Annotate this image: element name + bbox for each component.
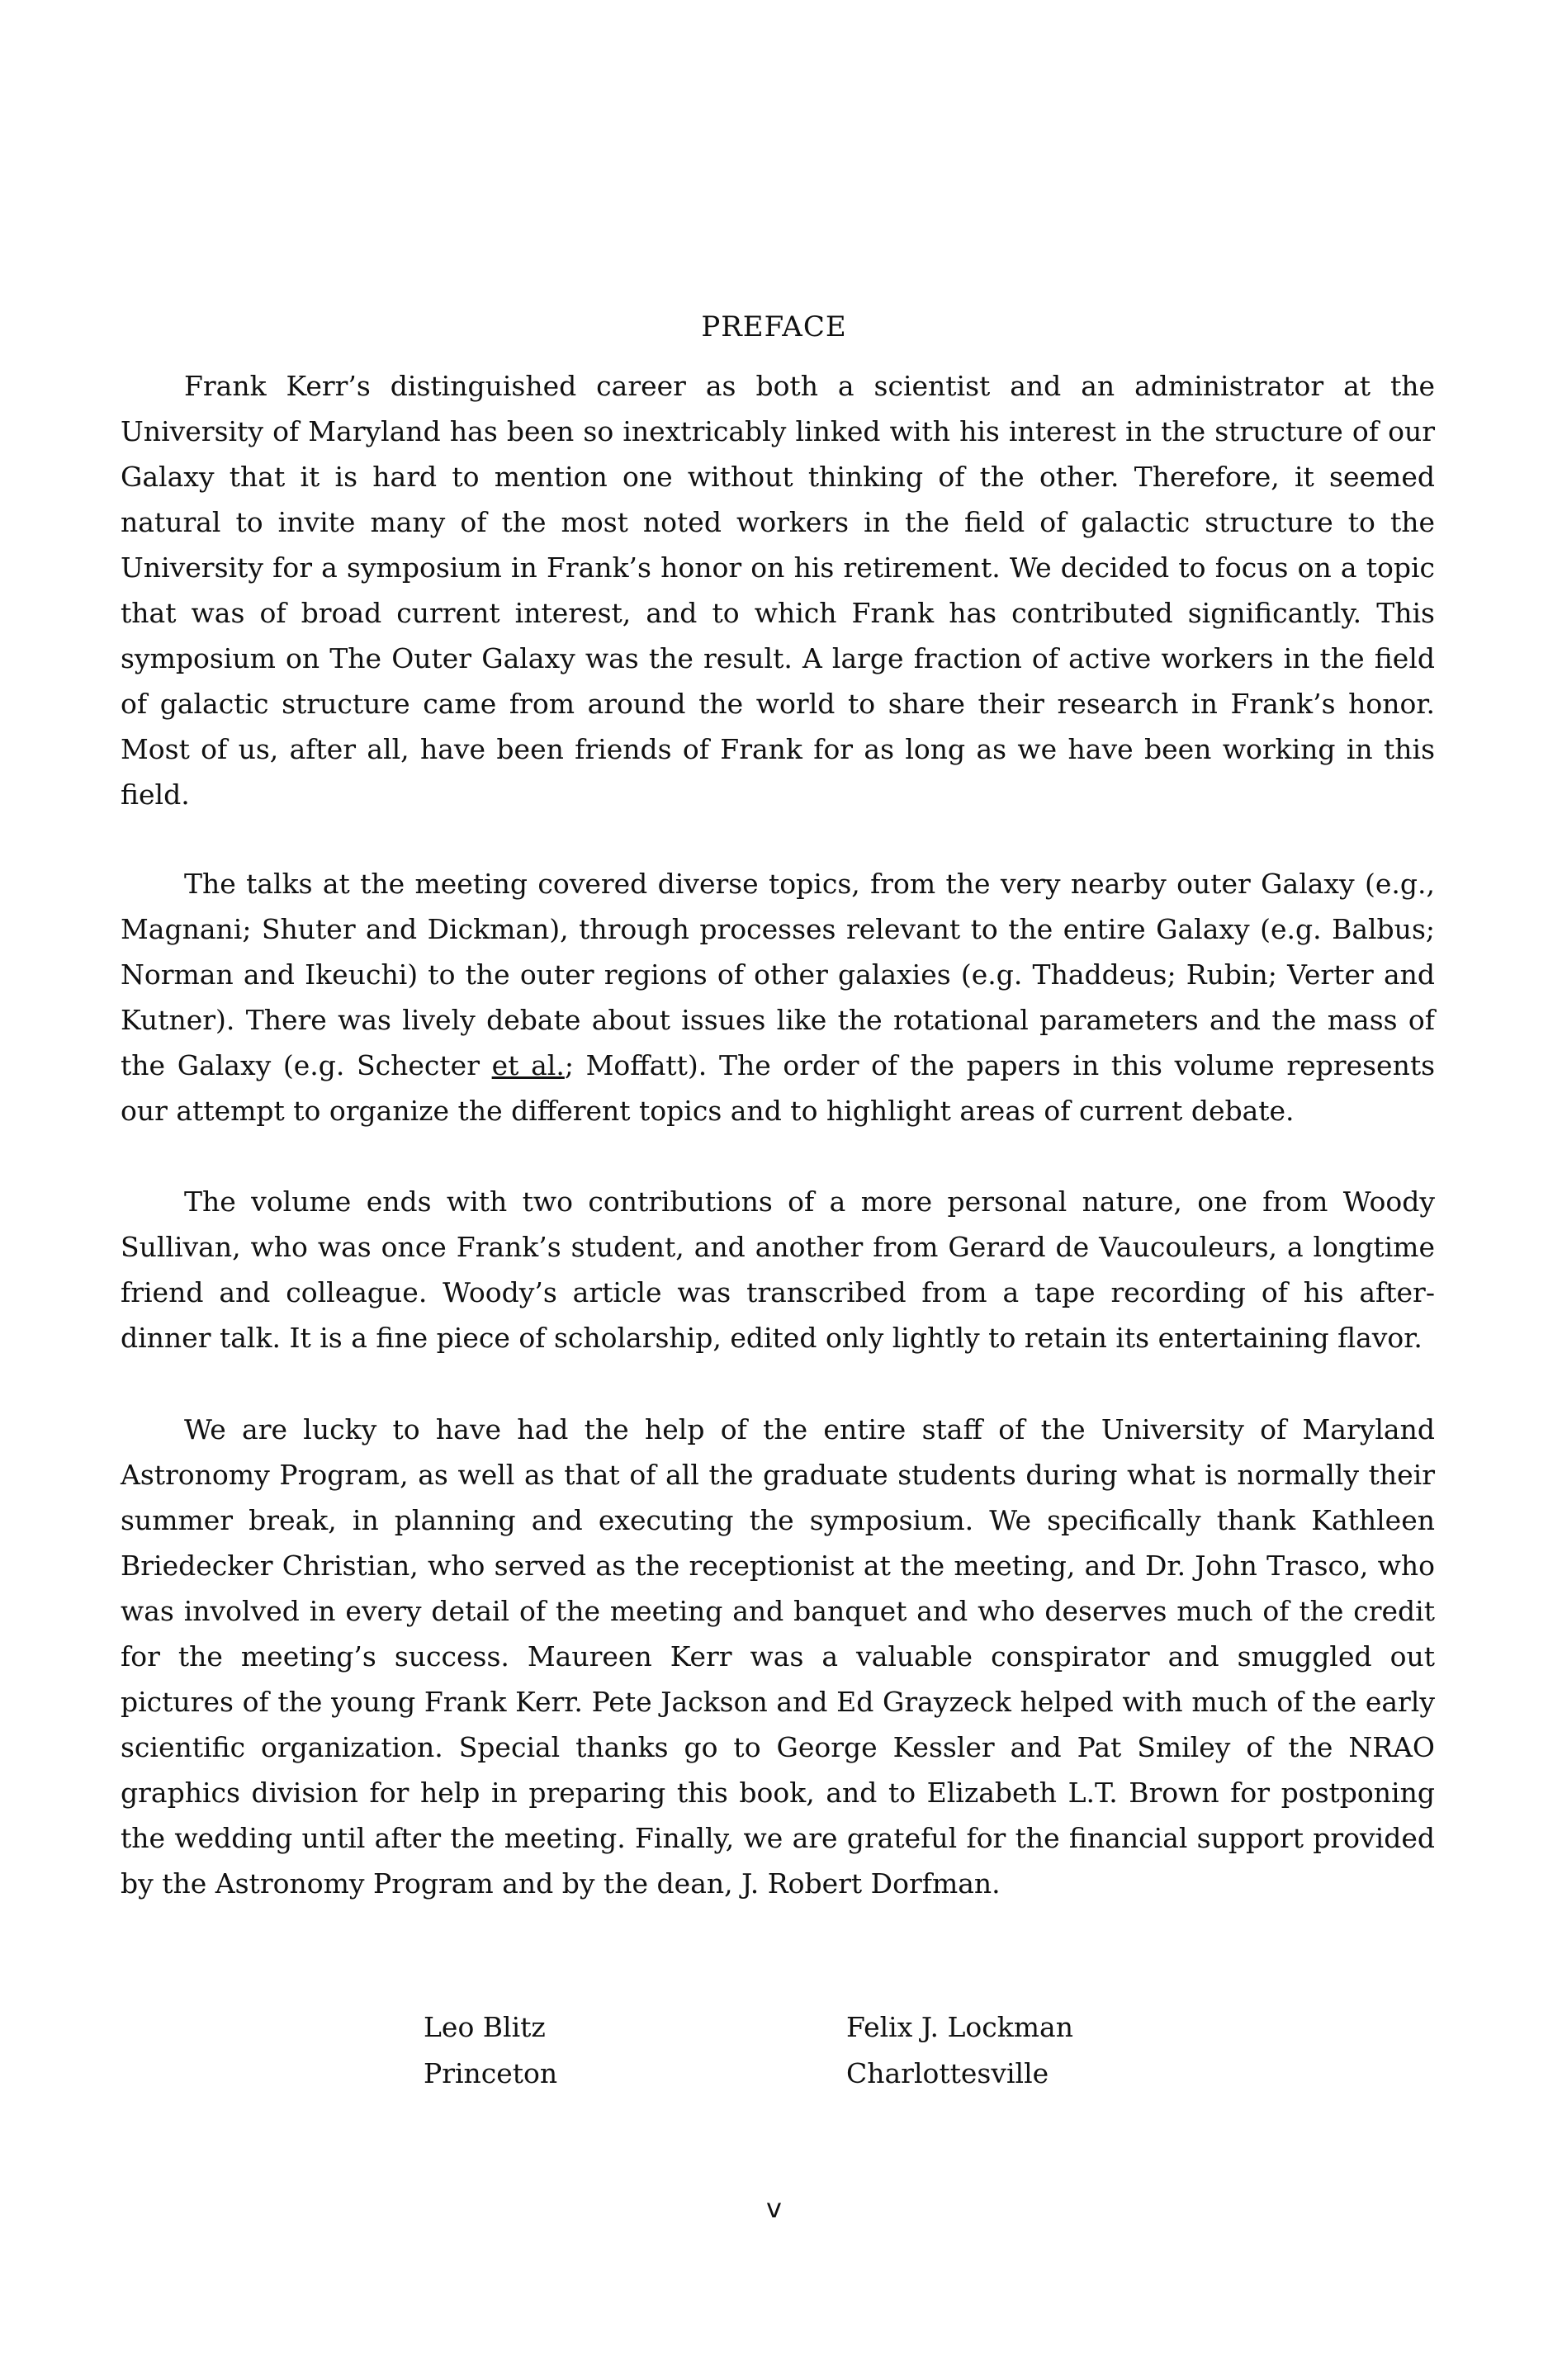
et-al-abbreviation: et al. — [491, 1049, 565, 1081]
signature-place: Charlottesville — [846, 2057, 1049, 2089]
page-number: v — [766, 2193, 782, 2224]
signature-right — [846, 2004, 1073, 2097]
paragraph-intro: Frank Kerr’s distinguished career as both a scientist and an administrator at the University of Maryland has been so inextricably linked with his interest in the structure of our Galaxy that it is hard to mention one without thinking of the other. Therefore, it seemed natural to invite many of the most noted workers in the field of galactic structure to the University for a symposium in Frank’s honor on his retirement. We decided to focus on a topic that was of broad current interest, and to which Frank has contributed significantly. This symposium on The Outer Galaxy was the result. A large fraction of active workers in the field of galactic structure came from around the world to share their research in Frank’s honor. Most of us, after all, have been friends of Frank for as long as we have been working in this field. — [121, 370, 1435, 811]
paragraph-talks — [121, 861, 1435, 1133]
paragraph-volume-end: The volume ends with two contributions of a more personal nature, one from Woody Sullivan, who was once Frank’s student, and another from Gerard de Vaucouleurs, a longtime friend and colleague. Woody’s article was transcribed from a tape recording of his after-dinner talk. It is a fine piece of scholarship, edited only lightly to retain its entertaining flavor. — [121, 1185, 1435, 1354]
signature-place: Princeton — [424, 2057, 558, 2089]
signature-name: Leo Blitz — [424, 2011, 546, 2043]
page-title: PREFACE — [701, 310, 847, 343]
signature-name: Felix J. Lockman — [846, 2011, 1073, 2043]
signature-left — [424, 2004, 557, 2097]
paragraph-talks-part-2: ; Moffatt). The order of the papers in this volume represents our attempt to organize the different topics and to highlight areas of current debate. — [121, 1049, 1436, 1127]
paragraph-acknowledgements: We are lucky to have had the help of the entire staff of the University of Maryland Astronomy Program, as well as that of all the graduate students during what is normally their summer break, in planning and executing the symposium. We specifically thank Kathleen Briedecker Christian, who served as the receptionist at the meeting, and Dr. John Trasco, who was involved in every detail of the meeting and banquet and who deserves much of the credit for the meeting’s success. Maureen Kerr was a valuable conspirator and smuggled out pictures of the young Frank Kerr. Pete Jackson and Ed Grayzeck helped with much of the early scientific organization. Special thanks go to George Kessler and Pat Smiley of the NRAO graphics division for help in preparing this book, and to Elizabeth L.T. Brown for postponing the wedding until after the meeting. Finally, we are grateful for the financial support provided by the Astronomy Program and by the dean, J. Robert Dorfman. — [121, 1413, 1435, 1900]
paragraph-talks-part-1: The talks at the meeting covered diverse topics, from the very nearby outer Galaxy (e.g., Magnani; Shuter and Dickman), through processes relevant to the entire Galaxy (e.g. Balbus; Norman and Ikeuchi) to the outer regions of other galaxies (e.g. Thaddeus; Rubin; Verter and Kutner). There was lively debate about issues like the rotational parameters and the mass of the Galaxy (e.g. Schecter — [121, 868, 1435, 1081]
